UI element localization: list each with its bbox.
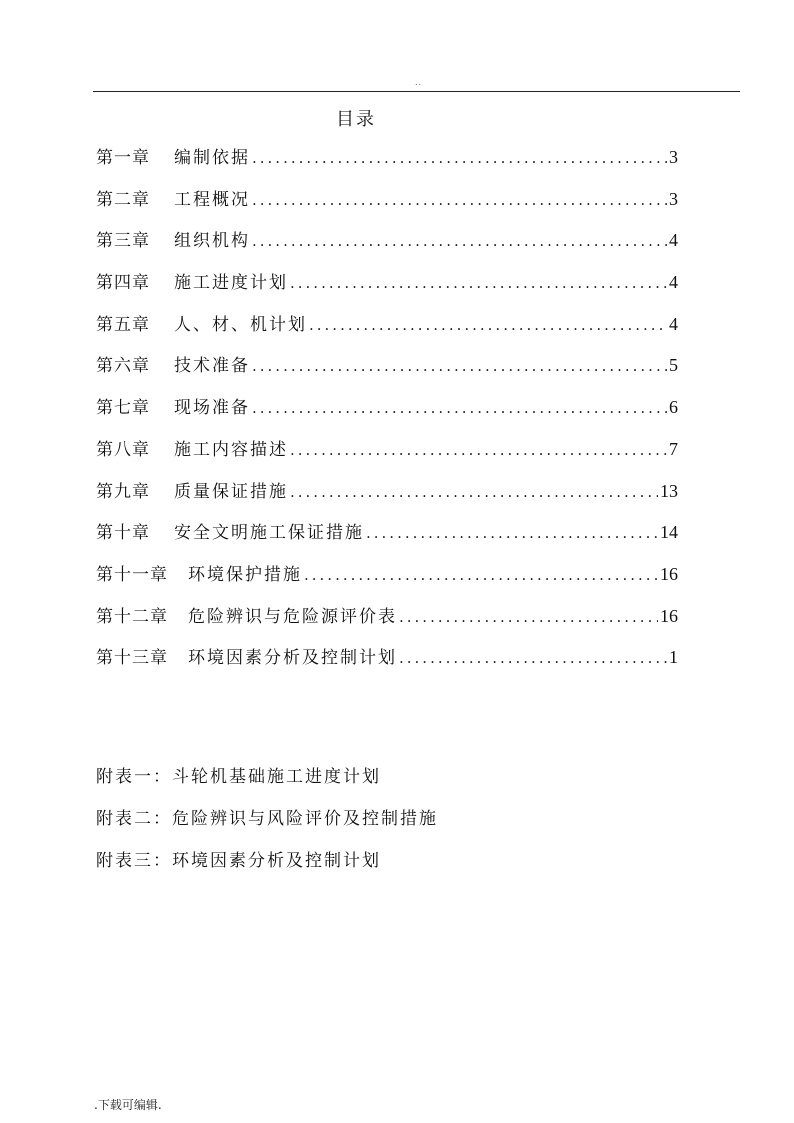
- toc-entry[interactable]: [96, 645, 678, 687]
- appendix-item[interactable]: 附表二：危险辨识与风险评价及控制措施: [96, 809, 438, 829]
- toc-leader-dots: [290, 438, 667, 462]
- toc-entry-title: 技术准备: [174, 356, 250, 377]
- toc-entry[interactable]: [96, 228, 678, 270]
- toc-chapter-label: 第七章: [96, 398, 150, 419]
- toc-page-number: 3: [669, 188, 678, 209]
- toc-entry-title: 人、材、机计划: [174, 314, 307, 335]
- toc-leader-dots: [366, 521, 658, 545]
- toc-page-number: 14: [660, 522, 678, 543]
- toc-page-number: 16: [660, 605, 678, 626]
- toc-entry[interactable]: [96, 395, 678, 437]
- toc-entry-title: 环境因素分析及控制计划: [188, 648, 397, 669]
- toc-leader-dots: [252, 354, 667, 378]
- toc-entry-title: 施工内容描述: [174, 439, 288, 460]
- toc-entry[interactable]: [96, 145, 678, 187]
- toc-entry-title: 危险辨识与危险源评价表: [188, 606, 397, 627]
- toc-leader-dots: [290, 480, 658, 504]
- toc-page-number: 4: [669, 313, 678, 334]
- toc-entry[interactable]: [96, 479, 678, 521]
- toc-chapter-label: 第十三章: [96, 648, 168, 669]
- toc-entry[interactable]: [96, 604, 678, 646]
- toc-chapter-label: 第八章: [96, 439, 150, 460]
- toc-leader-dots: [304, 563, 658, 587]
- toc-chapter-label: 第十一章: [96, 564, 168, 585]
- toc-leader-dots: [290, 271, 667, 295]
- header-dots: ..: [415, 78, 423, 87]
- toc-leader-dots: [252, 146, 667, 170]
- toc-page-number: 4: [669, 272, 678, 293]
- toc-entry[interactable]: [96, 353, 678, 395]
- toc-entry-title: 施工进度计划: [174, 273, 288, 294]
- toc-entry-title: 质量保证措施: [174, 481, 288, 502]
- toc-leader-dots: [399, 646, 667, 670]
- appendix-item[interactable]: 附表三：环境因素分析及控制计划: [96, 851, 381, 871]
- toc-page-number: 16: [660, 563, 678, 584]
- appendix-list: [96, 765, 438, 891]
- toc-entry-title: 编制依据: [174, 148, 250, 168]
- toc-chapter-label: 第六章: [96, 356, 150, 377]
- toc-chapter-label: 第四章: [96, 273, 150, 294]
- toc-chapter-label: 第九章: [96, 481, 150, 502]
- toc-page-number: 6: [669, 397, 678, 418]
- toc-leader-dots: [399, 605, 658, 629]
- appendix-item[interactable]: 附表一：斗轮机基础施工进度计划: [96, 767, 381, 787]
- toc-entry-title: 现场准备: [174, 398, 250, 419]
- toc-entry[interactable]: [96, 562, 678, 604]
- toc-page-number: 7: [669, 438, 678, 459]
- toc-page-number: 4: [669, 230, 678, 251]
- toc-chapter-label: 第三章: [96, 231, 150, 252]
- toc-entry[interactable]: [96, 437, 678, 479]
- toc-entry[interactable]: [96, 312, 678, 354]
- toc-chapter-label: 第十章: [96, 523, 150, 544]
- toc-leader-dots: [252, 188, 667, 212]
- toc-entry-title: 安全文明施工保证措施: [174, 523, 364, 544]
- toc-chapter-label: 第十二章: [96, 606, 168, 627]
- toc-page-number: 3: [669, 147, 678, 167]
- toc-entry-title: 环境保护措施: [188, 564, 302, 585]
- toc-entry[interactable]: [96, 520, 678, 562]
- table-of-contents: [96, 145, 678, 687]
- toc-chapter-label: 第二章: [96, 189, 150, 210]
- toc-entry[interactable]: [96, 187, 678, 229]
- toc-leader-dots: [309, 313, 667, 337]
- header-rule: [93, 91, 740, 92]
- toc-leader-dots: [252, 396, 667, 420]
- toc-entry-title: 组织机构: [174, 231, 250, 252]
- toc-chapter-label: 第五章: [96, 314, 150, 335]
- toc-leader-dots: [252, 229, 667, 253]
- toc-page-number: 5: [669, 355, 678, 376]
- toc-entry-title: 工程概况: [174, 189, 250, 210]
- toc-page-number: 1: [669, 647, 678, 668]
- toc-title: 目录: [336, 109, 376, 130]
- toc-chapter-label: 第一章: [96, 148, 150, 168]
- footer-text: .下载可编辑.: [94, 1098, 162, 1112]
- toc-page-number: 13: [660, 480, 678, 501]
- toc-entry[interactable]: [96, 270, 678, 312]
